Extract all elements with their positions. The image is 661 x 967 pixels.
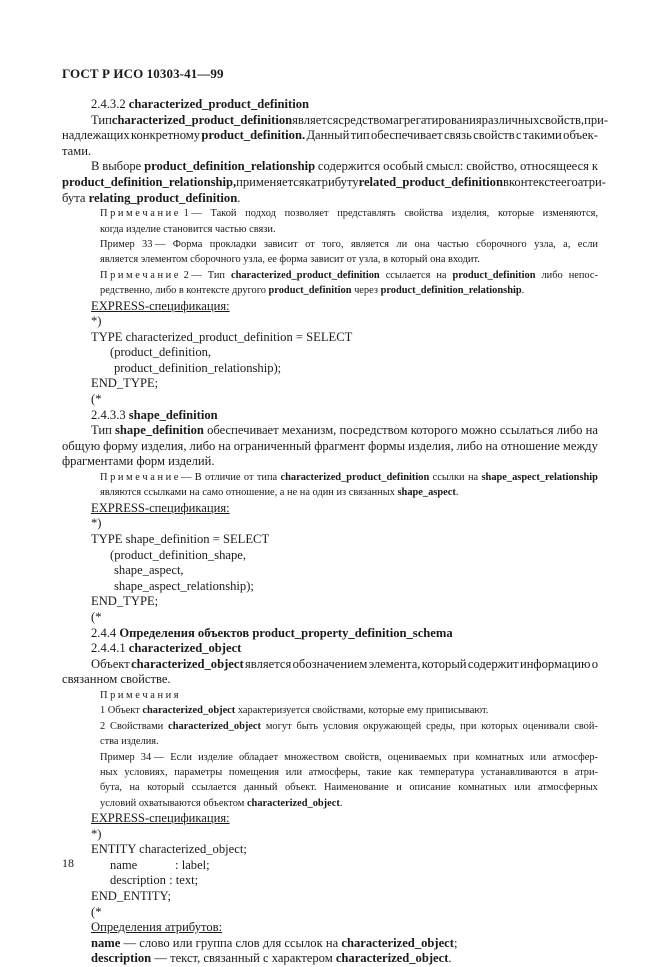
text-run: shape_aspect_relationship); <box>114 578 254 593</box>
text-line <box>62 827 598 843</box>
text-line <box>62 470 598 485</box>
text-run: TYPE shape_definition = SELECT <box>91 532 270 546</box>
text-line <box>62 159 598 175</box>
text-line <box>62 128 598 144</box>
text-run: конкретному <box>130 128 201 143</box>
text-run: оценивали <box>522 720 570 732</box>
text-run: устанавливаются <box>480 766 557 778</box>
text-run: быть <box>296 720 319 732</box>
text-run: Если <box>170 751 192 763</box>
text-run: Форма <box>172 238 203 250</box>
text-run: оцениваемых <box>387 751 447 763</box>
text-run: если <box>577 238 598 250</box>
text-run: который <box>147 782 185 794</box>
bold-term: shape_definition <box>115 423 204 438</box>
text-line <box>62 361 598 377</box>
bold-term: characterized_object <box>246 797 340 809</box>
text-run: при <box>453 751 470 763</box>
text-run: 2.4.4 <box>91 625 120 640</box>
text-line <box>62 936 598 952</box>
text-line <box>62 268 598 283</box>
bold-term: name <box>91 935 121 950</box>
text-run: или <box>285 766 303 778</box>
text-run: применяется <box>236 174 305 189</box>
text-line <box>62 206 598 221</box>
text-run: Объект <box>91 656 130 671</box>
text-run: подход <box>245 208 276 220</box>
text-line <box>62 610 598 626</box>
text-run: В <box>91 159 100 174</box>
text-line <box>62 672 598 688</box>
text-run: свойство, <box>466 159 518 174</box>
text-run: изделия, <box>141 438 187 453</box>
text-line <box>62 174 606 191</box>
text-line <box>62 842 598 858</box>
text-run: . <box>448 951 452 966</box>
text-run: между <box>562 438 598 453</box>
text-run: П р и м е ч а н и е 2 — <box>100 269 202 281</box>
text-run: такими <box>522 128 562 143</box>
text-run: бута, <box>100 782 122 794</box>
bold-term: characterized_object <box>341 935 454 950</box>
text-run: она <box>414 238 430 250</box>
bold-term: product_definition <box>268 285 352 297</box>
text-line <box>62 579 598 595</box>
text-run: или <box>529 751 547 763</box>
text-run: Тип <box>207 269 225 281</box>
underlined-heading: EXPRESS-спецификация: <box>91 811 230 826</box>
text-run: средством <box>338 112 394 127</box>
text-run: формы <box>368 438 406 453</box>
bold-term: product_definition. <box>201 128 306 143</box>
text-run: — слово или группа слов для ссылок на <box>120 935 342 950</box>
text-line <box>62 330 598 346</box>
text-run: элемента, <box>368 656 421 671</box>
text-run: END_ENTITY; <box>91 889 171 904</box>
text-run: в <box>563 766 569 778</box>
text-run: среды, <box>426 720 456 732</box>
bold-term: characterized_object <box>335 951 449 966</box>
text-line <box>62 688 598 703</box>
text-run: ограниченный <box>233 438 312 453</box>
text-line <box>62 563 598 579</box>
text-run: фрагмент <box>314 438 366 453</box>
text-run: непос- <box>568 269 598 281</box>
bold-term: characterized_product_definition <box>111 112 293 127</box>
text-line <box>62 345 598 361</box>
text-run: изменяются, <box>542 208 598 220</box>
text-run: фрагментами форм изделий. <box>62 454 215 469</box>
text-run: обладает <box>238 751 279 763</box>
text-line <box>62 920 598 936</box>
text-run: являются ссылками на само отношение, а не на один из связанных <box>100 487 398 499</box>
text-run: либо <box>189 438 216 453</box>
text-run: Пример <box>100 238 135 250</box>
text-line <box>62 144 598 160</box>
text-run: . <box>455 487 459 499</box>
text-run: посредством <box>339 423 408 438</box>
text-run: от <box>305 238 315 250</box>
text-run: помещения <box>228 766 280 778</box>
text-run: бута <box>62 190 89 205</box>
text-line <box>62 873 598 889</box>
text-run: является <box>350 238 390 250</box>
text-run: — текст, связанный с характером <box>151 951 336 966</box>
text-run: Такой <box>210 208 237 220</box>
text-run: Свойствами <box>110 720 164 732</box>
text-run: которых <box>481 720 518 732</box>
text-run: различных <box>481 112 540 127</box>
text-line <box>62 765 598 780</box>
text-run: атмосферных <box>537 782 598 794</box>
text-run: множеством <box>284 751 339 763</box>
text-run: позволяет <box>284 208 329 220</box>
text-run: комнатных <box>475 751 524 763</box>
bold-term: characterized_object <box>142 705 236 717</box>
text-run: ных <box>100 766 118 778</box>
text-run: product_definition_relationship); <box>114 360 282 375</box>
text-run: обеспечивает <box>371 128 443 143</box>
text-run: к <box>304 174 311 189</box>
text-run: содержит <box>467 656 519 671</box>
document-body <box>62 97 609 967</box>
text-run: через <box>351 285 381 297</box>
text-run: на <box>129 782 140 794</box>
text-run: прокладки <box>209 238 257 250</box>
text-run: П р и м е ч а н и я <box>100 689 179 701</box>
bold-term: characterized_product_definition <box>280 472 430 484</box>
text-run: ства изделия. <box>100 736 159 748</box>
text-run: END_TYPE; <box>91 594 159 609</box>
text-run: как <box>398 766 413 778</box>
text-run: на <box>467 472 479 484</box>
text-run: информацию <box>519 656 591 671</box>
text-run: Наименование <box>324 782 389 794</box>
text-run: его <box>561 174 578 189</box>
text-line <box>62 905 598 921</box>
text-run: свойств <box>473 128 515 143</box>
bold-term: shape_definition <box>128 407 218 422</box>
text-run: П р и м е ч а н и е 1 — <box>100 208 202 220</box>
text-run: к <box>591 159 598 174</box>
bold-term: characterized_product_definition <box>128 97 310 111</box>
text-run: который <box>421 656 467 671</box>
text-run: температура <box>419 766 475 778</box>
text-line <box>62 252 598 267</box>
text-run: относящееся <box>520 159 589 174</box>
text-run: на <box>585 423 598 438</box>
text-run: объек- <box>563 128 598 143</box>
text-run: можно <box>460 423 497 438</box>
text-run: содержится <box>317 159 381 174</box>
text-line <box>62 454 598 470</box>
text-run: выборе <box>102 159 142 174</box>
text-line <box>62 237 598 252</box>
text-line <box>62 423 598 439</box>
bold-term: characterized_object <box>128 641 242 656</box>
text-run: обозначением <box>292 656 368 671</box>
text-line <box>62 408 598 424</box>
text-run: В <box>194 472 202 484</box>
text-run: является <box>245 656 292 671</box>
text-run: 34 — <box>140 751 165 763</box>
text-run: отличие <box>205 472 241 484</box>
bold-term: product_definition_relationship, <box>62 174 237 189</box>
text-line <box>62 796 598 811</box>
text-run: или <box>514 782 531 794</box>
text-line <box>62 703 598 718</box>
text-run: П р и м е ч а н и е — <box>100 472 192 484</box>
text-line <box>62 532 598 548</box>
text-run: (product_definition, <box>110 345 212 360</box>
text-run: 33 — <box>142 238 166 250</box>
text-run: а, <box>563 238 571 250</box>
underlined-heading: EXPRESS-спецификация: <box>91 298 230 313</box>
text-run: тип <box>350 128 370 143</box>
text-line <box>62 314 598 330</box>
text-line <box>62 191 598 207</box>
bold-term: characterized_object <box>168 720 261 732</box>
text-run: в <box>502 174 509 189</box>
bold-term: characterized_object <box>131 656 244 671</box>
text-run: ссылаться <box>499 423 554 438</box>
text-run: при- <box>584 112 609 127</box>
text-line <box>62 641 598 657</box>
text-line <box>62 594 598 610</box>
text-run: description : text; <box>110 873 199 888</box>
text-line <box>62 112 609 129</box>
text-run: *) <box>91 826 102 841</box>
text-line <box>62 97 598 113</box>
text-run: связь <box>443 128 472 143</box>
underlined-heading: EXPRESS-спецификация: <box>91 500 230 515</box>
text-run: данный <box>243 782 278 794</box>
text-run: ссылки <box>432 472 465 484</box>
text-line <box>62 951 598 967</box>
text-line <box>62 626 598 642</box>
page-header-standard-code: ГОСТ Р ИСО 10303-41—99 <box>62 66 224 81</box>
text-line <box>62 780 598 795</box>
text-run: *) <box>91 516 102 531</box>
text-run: с <box>516 128 522 143</box>
text-run: является <box>292 112 339 127</box>
text-run: на <box>436 269 447 281</box>
text-line <box>62 811 598 827</box>
text-run: 2.4.3.2 <box>91 97 129 111</box>
bold-term: product_definition <box>452 269 536 281</box>
text-run: о <box>591 656 598 671</box>
text-run: (product_definition_shape, <box>110 547 247 562</box>
text-run: является элементом сборочного узла, ее форма зависит от узла, в который она входит. <box>100 254 480 266</box>
bold-term: shape_aspect_relationship <box>481 472 598 484</box>
text-line <box>62 516 598 532</box>
text-run: . <box>339 797 343 809</box>
text-run: Пример <box>100 751 135 763</box>
text-run: зависит <box>263 238 298 250</box>
bold-term: shape_aspect <box>397 487 456 499</box>
text-run: атри- <box>577 174 606 189</box>
text-run: которого <box>410 423 458 438</box>
text-line <box>62 657 598 673</box>
text-run: и <box>396 782 402 794</box>
text-run: отношение <box>500 438 560 453</box>
text-run: . <box>521 285 525 297</box>
text-run: ли <box>396 238 408 250</box>
text-line <box>62 750 598 765</box>
text-run: name : label; <box>110 857 210 872</box>
text-run: описание <box>409 782 451 794</box>
text-run: надлежащих <box>62 128 130 143</box>
text-run: либо <box>556 423 583 438</box>
text-run: свой- <box>574 720 598 732</box>
text-run: форму <box>103 438 138 453</box>
text-line <box>62 548 598 564</box>
text-run: контексте <box>508 174 562 189</box>
bold-term: description <box>91 951 152 966</box>
bold-term: relating_product_definition <box>88 190 238 205</box>
text-run: представлять <box>337 208 396 220</box>
bold-term: related_product_definition <box>358 174 503 189</box>
text-run: при <box>460 720 477 732</box>
text-run: могут <box>265 720 292 732</box>
text-run: ; <box>453 935 458 950</box>
text-run: 1 Объект <box>100 705 143 717</box>
text-run: условия <box>322 720 359 732</box>
text-run: END_TYPE; <box>91 376 159 391</box>
text-run: сборочного <box>476 238 527 250</box>
text-run: (* <box>91 392 102 407</box>
text-run: особый <box>383 159 424 174</box>
text-run: ENTITY characterized_object; <box>91 842 247 857</box>
text-run: свойств, <box>344 751 382 763</box>
text-run: когда изделие становится частью связи. <box>100 223 276 235</box>
text-run: параметры <box>174 766 223 778</box>
text-run: 2 <box>100 720 106 732</box>
text-run: от <box>243 472 254 484</box>
text-run: . <box>237 190 241 205</box>
text-run: условиях, <box>124 766 168 778</box>
text-run: смысл: <box>426 159 464 174</box>
text-run: связанном свойстве. <box>62 672 171 687</box>
text-run: такие <box>367 766 392 778</box>
text-run: обеспечивает <box>207 423 279 438</box>
text-run: либо <box>456 438 483 453</box>
text-run: Тип <box>91 423 112 438</box>
text-line <box>62 485 598 500</box>
text-run: изделие <box>198 751 233 763</box>
text-run: ссылается <box>385 269 431 281</box>
text-run: атри- <box>574 766 598 778</box>
page-number: 18 <box>62 856 74 870</box>
text-run: TYPE characterized_product_definition = SELECT <box>91 329 353 344</box>
text-run: атмосферы, <box>308 766 361 778</box>
text-line <box>62 858 598 874</box>
text-line <box>62 299 598 315</box>
text-run: окружающей <box>363 720 422 732</box>
text-run: характеризуется свойствами, которые ему приписывают. <box>235 705 489 717</box>
text-run: ссылается <box>191 782 237 794</box>
bold-term: product_definition_relationship <box>144 159 316 174</box>
underlined-heading: Определения атрибутов: <box>91 920 223 935</box>
text-run: механизм, <box>281 423 337 438</box>
text-run: тами. <box>62 143 92 158</box>
text-run: свойства <box>404 208 444 220</box>
text-run: того, <box>322 238 344 250</box>
text-run: Тип <box>91 112 112 127</box>
text-run: общую <box>62 438 101 453</box>
text-run: (* <box>91 609 102 624</box>
text-run: (* <box>91 904 102 919</box>
text-run: атмосфер- <box>552 751 598 763</box>
text-run: редственно, либо в контексте другого <box>100 285 269 297</box>
text-run: изделия, <box>451 208 490 220</box>
text-run: на <box>218 438 231 453</box>
text-run: 2.4.4.1 <box>91 641 129 656</box>
text-run: агрегатирования <box>393 112 482 127</box>
text-run: комнатных <box>458 782 507 794</box>
text-run: Данный <box>306 128 350 143</box>
text-run: либо <box>541 269 563 281</box>
bold-term: Определения объектов product_property_definition_schema <box>119 625 453 640</box>
text-line <box>62 719 598 734</box>
text-line <box>62 283 598 298</box>
text-run: на <box>485 438 498 453</box>
bold-term: characterized_product_definition <box>230 269 380 281</box>
text-run: условий охватываются объектом <box>100 797 247 809</box>
text-run: shape_aspect, <box>114 563 184 578</box>
text-line <box>62 222 598 237</box>
text-run: свойств, <box>539 112 585 127</box>
text-run: изделия, <box>408 438 454 453</box>
text-line <box>62 376 598 392</box>
text-line <box>62 392 598 408</box>
text-run: типа <box>256 472 278 484</box>
text-run: 2.4.3.3 <box>91 407 129 422</box>
text-run: частью <box>437 238 469 250</box>
bold-term: product_definition_relationship <box>380 285 522 297</box>
text-line <box>62 439 598 455</box>
text-line <box>62 889 598 905</box>
text-run: узла, <box>534 238 556 250</box>
text-run: которые <box>497 208 534 220</box>
text-run: атрибуту <box>310 174 359 189</box>
text-run: *) <box>91 314 102 329</box>
text-line <box>62 734 598 749</box>
text-run: объект. <box>284 782 317 794</box>
text-line <box>62 501 598 517</box>
